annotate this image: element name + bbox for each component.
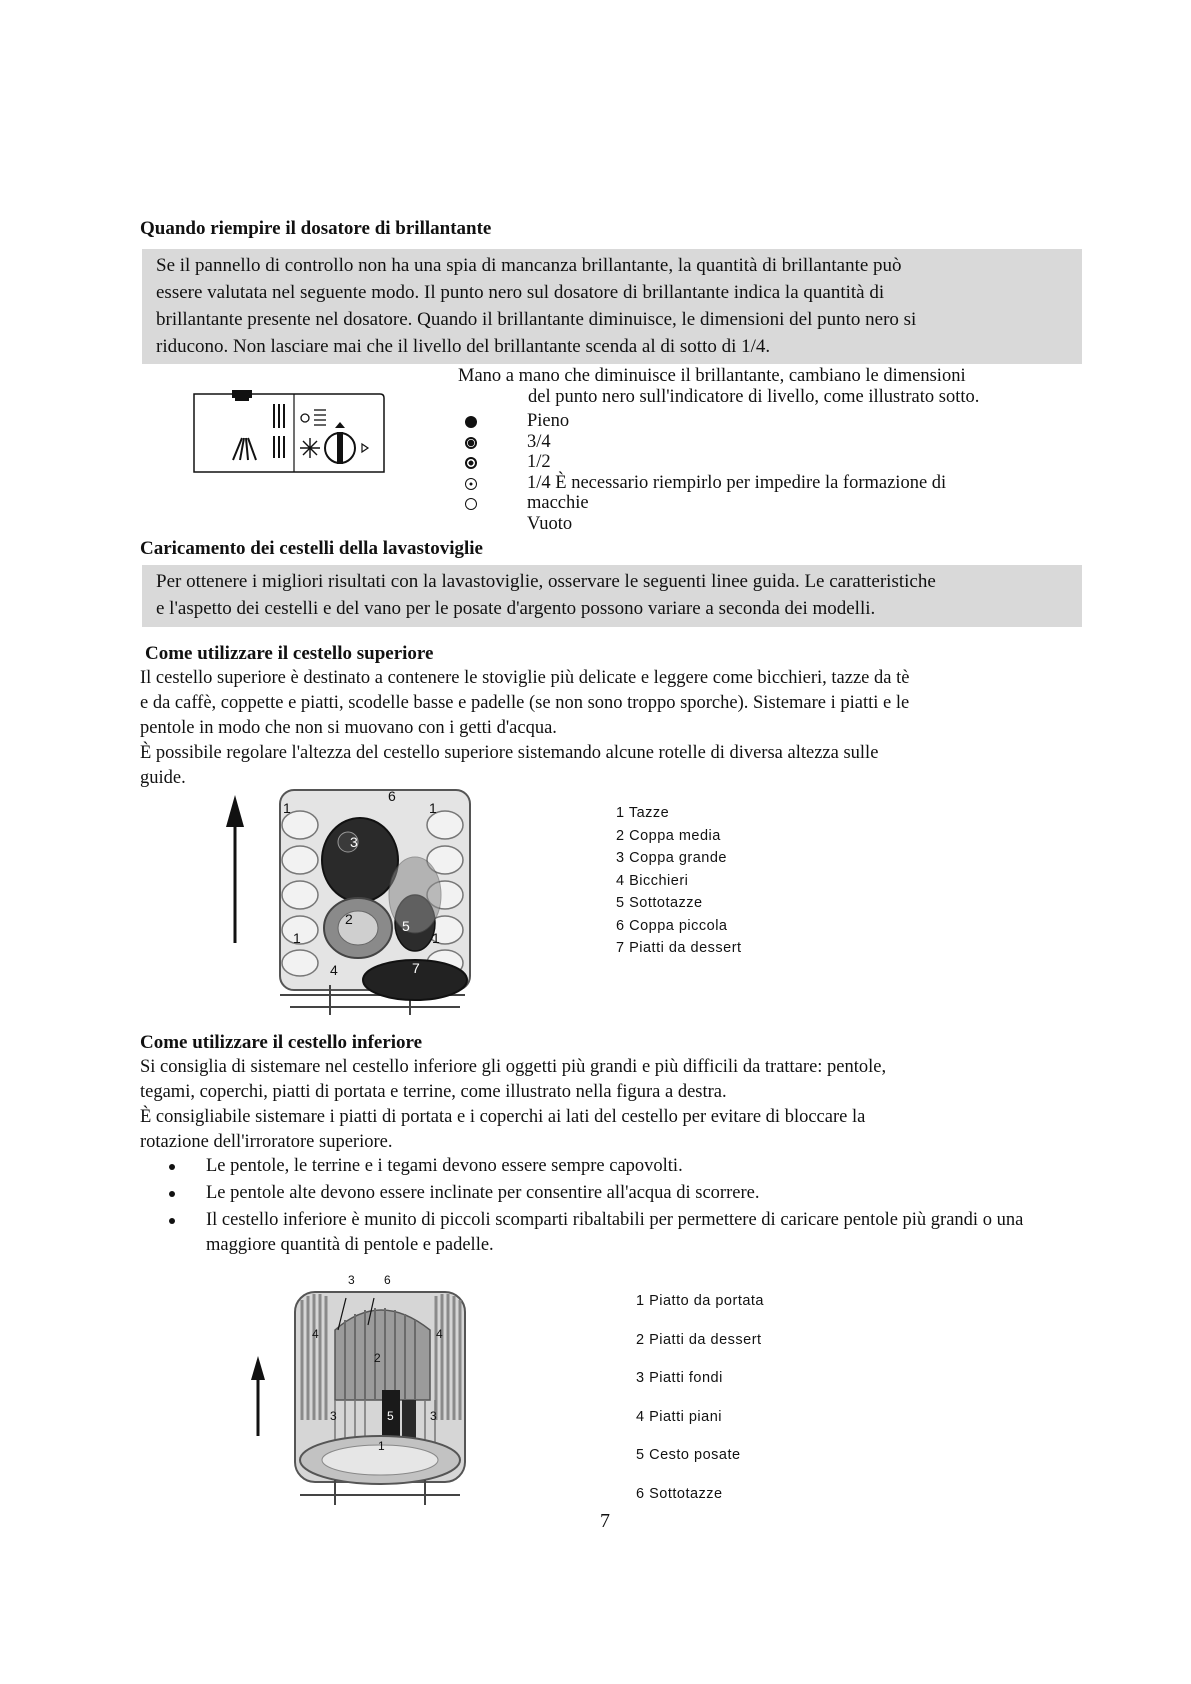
figure-label: 1 [283,800,291,816]
legend-item: 6 Coppa piccola [616,917,728,934]
snowflake-icon [300,438,320,458]
dial-knob-icon [325,422,355,464]
figure-label: 1 [429,800,437,816]
figure-label: 3 [348,1273,355,1287]
level-intro-line1: Mano a mano che diminuisce il brillantante, cambiano le dimensioni [458,366,966,386]
figure-label: 2 [374,1351,381,1365]
level-three-quarter-icon [465,437,477,449]
legend-item: 7 Piatti da dessert [616,940,742,956]
figure-label: 4 [436,1327,443,1341]
note-line: brillantante presente nel dosatore. Quando il brillantante diminuisce, le dimensioni del punto nero si [156,309,917,330]
legend-item: 2 Piatti da dessert [636,1331,762,1348]
legend-item: 3 Piatti fondi [636,1370,723,1386]
figure-label: 1 [293,930,301,946]
note-line: essere valutata nel seguente modo. Il punto nero sul dosatore di brillantante indica la quantità di [156,282,885,303]
figure-label: 4 [312,1327,319,1341]
section-title-loading: Caricamento dei cestelli della lavastoviglie [140,538,483,559]
lower-basket-bullets [165,1154,1085,1260]
bullet-item: Le pentole, le terrine e i tegami devono essere sempre capovolti. [165,1154,1085,1179]
section-title-rinse-aid: Quando riempire il dosatore di brillantante [140,218,492,239]
page-number: 7 [600,1510,610,1532]
legend-item: 6 Sottotazze [636,1485,723,1502]
figure-label: 3 [330,1409,337,1423]
note-box-loading [142,565,1082,627]
control-panel-illustration [190,388,390,476]
note-line: Se il pannello di controllo non ha una spia di mancanza brillantante, la quantità di brillantante può [156,255,902,276]
bullet-item: Il cestello inferiore è munito di piccoli scomparti ribaltabili per permettere di caricare pentole più grandi o una maggiore quantità di pentole e padelle. [165,1208,1085,1258]
figure-label: 3 [430,1409,437,1423]
figure-label: 5 [387,1409,394,1423]
bars-icon [274,404,284,458]
legend-item: 5 Sottotazze [616,895,703,911]
figure-label: 1 [432,930,440,946]
figure-label: 6 [388,788,396,804]
up-arrow-icon [226,795,244,943]
upper-basket-description: Il cestello superiore è destinato a contenere le stoviglie più delicate e leggere come bicchieri, tazze da tè e da caffè, coppette e piatti, scodelle basse e padelle (se non sono troppo sporche). Sistemare i piatti e le pentole in modo che non si muovano con i getti d'acqua. È possibile regolare l'altezza del cestello superiore sistemando alcune rotelle di diversa altezza sulle guide. [140,668,910,788]
lower-basket-illustration [240,1270,475,1510]
upper-basket-title: Come utilizzare il cestello superiore [145,643,434,664]
legend-item: 2 Coppa media [616,827,721,844]
level-intro-line2: del punto nero sull'indicatore di livello, come illustrato sotto. [528,387,980,407]
figure-label: 2 [345,911,353,927]
level-half-icon [465,457,477,469]
upper-basket-illustration [210,785,475,1020]
spray-icon [233,438,256,460]
legend-item: 1 Tazze [616,805,670,821]
figure-label: 1 [378,1439,385,1453]
note-line: e l'aspetto dei cestelli e del vano per le posate d'argento possono variare a seconda dei modelli. [156,598,876,619]
bullet-item: Le pentole alte devono essere inclinate per consentire all'acqua di scorrere. [165,1181,1085,1206]
note-line: Per ottenere i migliori risultati con la lavastoviglie, osservare le seguenti linee guida. Le caratteristiche [156,571,936,592]
level-quarter-icon [465,478,477,490]
level-full-icon [465,416,477,428]
legend-item: 4 Piatti piani [636,1408,722,1425]
figure-label: 3 [350,834,358,850]
upper-basket-legend [616,802,742,960]
legend-item: 5 Cesto posate [636,1447,741,1463]
figure-label: 5 [402,918,410,934]
lower-basket-title: Come utilizzare il cestello inferiore [140,1032,423,1053]
figure-label: 6 [384,1273,391,1287]
legend-item: 1 Piatto da portata [636,1293,764,1309]
level-empty-icon [465,498,477,510]
figure-label: 4 [330,962,338,978]
note-box-rinse-aid [142,249,1082,364]
up-arrow-icon [251,1356,265,1436]
lower-basket-legend [636,1282,764,1513]
note-line: riducono. Non lasciare mai che il livello del brillantante scenda al di sotto di 1/4. [156,336,771,357]
legend-item: 4 Bicchieri [616,872,689,889]
manual-page: Quando riempire il dosatore di brillantante Se il pannello di controllo non ha una spia di mancanza brillantante, la quantità di brillantante può essere valutata nel seguente modo. Il punto nero sul dosatore di brillantante indica la quantità di brillantante presente nel dosatore. Quando il brillantante diminuisce, le dimensioni del punto nero si riducono. Non lasciare mai che il livello del brillantante scenda al di sotto di 1/4. Mano a mano che diminuisce il brillantante, cambiano le dimensioni del punto nero sull'indicatore di livello, come illustrato sotto. Pieno 3/4 1/2 1/4 È necessario riempirlo per impedire la formazione di macchie Vuoto Caricamento dei cestelli della lavastoviglie Per ottenere i migliori risultati con la lavastoviglie, osservare le seguenti linee guida. Le caratteristiche e l'aspetto dei cestelli e del vano per le posate d'argento possono variare a seconda dei modelli. Come utilizzare il cestello superiore Il cestello superiore è destinato a contenere le stoviglie più delicate e leggere come bicchieri, tazze da tè e da caffè, coppette e piatti, scodelle basse e padelle (se non sono troppo sporche). Sistemare i piatti e le pentole in modo che non si muovano con i getti d'acqua. È possibile regolare l'altezza del cestello superiore sistemando alcune rotelle di diversa altezza sulle guide. 1 6 1 3 2 5 1 1 4 7 1 Tazze 2 Coppa media 3 Coppa grande 4 Bicchieri 5 Sottotazze 6 Coppa piccola 7 Piatti da dessert Come utilizzare il cestello inferiore Si consiglia di sistemare nel cestello inferiore gli oggetti più grandi e più difficili da trattare: pentole, tegami, coperchi, piatti di portata e terrine, come illustrato nella figura a destra. È consigliabile sistemare i piatti di portata e i coperchi ai lati del cestello per evitare di bloccare la rotazione dell'irroratore superiore. Le pentole, le terrine e i tegami devono essere sempre capovolti. Le pentole alte devono essere inclinate per consentire all'acqua di scorrere. Il cestello inferiore è munito di piccoli scomparti ribaltabili per permettere di caricare pentole più grandi o una maggiore quantità di pentole e padelle. 3 6 4 4 2 3 5 3 1 1 Piatto da portata 2 Piatti da dessert 3 Piatti fondi 4 Piatti piani 5 Cesto posate 6 Sottotazze 7 [0,0,1191,1684]
legend-item: 3 Coppa grande [616,850,727,866]
figure-label: 7 [412,960,420,976]
lower-basket-description: Si consiglia di sistemare nel cestello inferiore gli oggetti più grandi e più difficili da trattare: pentole, tegami, coperchi, piatti di portata e terrine, come illustrato nella figura a destra. È consigliabile sistemare i piatti di portata e i coperchi ai lati del cestello per evitare di bloccare la rotazione dell'irroratore superiore. [140,1057,887,1152]
